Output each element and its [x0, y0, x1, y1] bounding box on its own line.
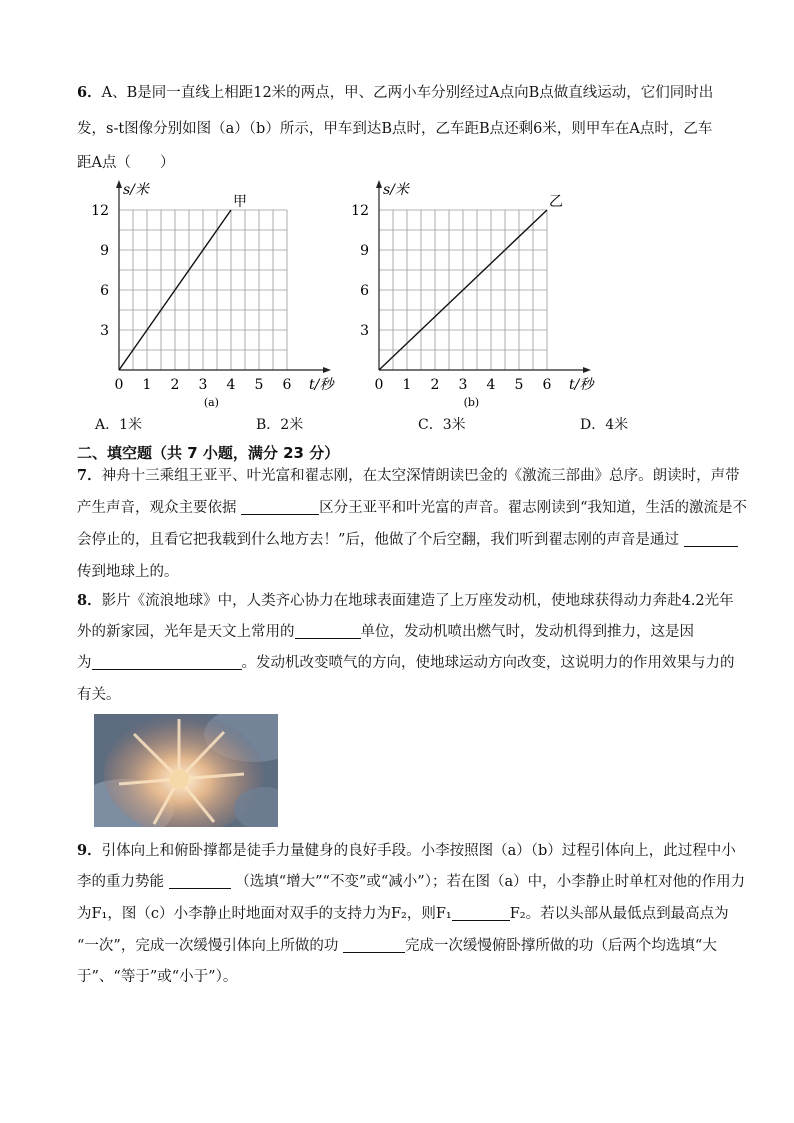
- q8-number: 8．: [77, 592, 102, 609]
- q9-blank-1[interactable]: [169, 873, 231, 889]
- y-tick-label: 9: [360, 243, 369, 259]
- q9-text-2a: 李的重力势能: [77, 874, 164, 890]
- y-tick-label: 12: [91, 203, 109, 219]
- chart-b: [345, 178, 605, 410]
- q9-line-2: [77, 871, 747, 893]
- q9-blank-2[interactable]: [452, 905, 510, 921]
- x-tick-label: 0: [374, 377, 384, 393]
- x-tick-label: 4: [486, 377, 496, 393]
- y-tick-label: 3: [100, 323, 109, 339]
- q9-line-3: [77, 903, 747, 925]
- q8-line-4: 有关。: [77, 687, 121, 703]
- q8-text-2a: 外的新家园，光年是天文上常用的: [77, 624, 295, 640]
- q8-line-1: [77, 590, 747, 612]
- y-tick-label: 6: [100, 283, 109, 299]
- y-tick-label: 6: [360, 283, 369, 299]
- q8-text-3a: 为: [77, 655, 92, 671]
- x-tick-label: 3: [198, 377, 208, 393]
- q9-line-1: [77, 840, 747, 862]
- q7-text-2a: 产生声音，观众主要依据: [77, 500, 237, 516]
- q7-line-2: [77, 497, 747, 519]
- x-tick-label: 2: [430, 377, 440, 393]
- y-axis-arrow: [116, 180, 122, 188]
- x-tick-label: 1: [402, 377, 412, 393]
- q6-option-d[interactable]: D．4米: [580, 417, 629, 433]
- q8-text-1: 影片《流浪地球》中，人类齐心协力在地球表面建造了上万座发动机，使地球获得动力奔赴4.2光年: [101, 593, 734, 609]
- q9-text-1: 引体向上和俯卧撑都是徒手力量健身的良好手段。小李按照图（a）（b）过程引体向上，此过程中小: [101, 843, 736, 859]
- x-tick-label: 4: [226, 377, 236, 393]
- q7-line-4: 传到地球上的。: [77, 564, 179, 580]
- q6-option-c[interactable]: C．3米: [418, 417, 466, 433]
- q9-text-3b: F₂。若以头部从最低点到最高点为: [509, 906, 729, 922]
- y-tick-label: 12: [351, 203, 369, 219]
- y-axis-arrow: [376, 180, 382, 188]
- y-axis-label: s/米: [123, 182, 149, 198]
- q7-blank-2[interactable]: [684, 531, 738, 547]
- q7-text-3a: 会停止的，且看它把我载到什么地方去！”后，他做了个后空翻，我们听到翟志刚的声音是通过: [77, 532, 679, 548]
- x-tick-label: 6: [542, 377, 552, 393]
- q8-line-2: [77, 621, 747, 643]
- x-tick-label: 1: [142, 377, 152, 393]
- q9-line-5: 于”、“等于”或“小于”）。: [77, 969, 238, 985]
- section-2-title: 二、填空题（共 7 小题，满分 23 分）: [77, 444, 340, 462]
- q9-blank-3[interactable]: [343, 937, 405, 953]
- q8-text-2b: 单位，发动机喷出燃气时，发动机得到推力，这是因: [360, 624, 694, 640]
- q9-text-4b: 完成一次缓慢俯卧撑所做的功（后两个均选填“大: [404, 938, 717, 954]
- q6-option-a[interactable]: A．1米: [95, 417, 143, 433]
- q9-text-2b: （选填“增大”“不变”或“减小”）；若在图（a）中，小李静止时单杠对他的作用力: [235, 874, 746, 890]
- x-tick-label: 6: [282, 377, 292, 393]
- movie-still-image: [94, 714, 278, 827]
- x-tick-label: 3: [458, 377, 468, 393]
- q7-blank-1[interactable]: [241, 499, 319, 515]
- x-tick-label: 5: [254, 377, 264, 393]
- q7-text-1: 神舟十三乘组王亚平、叶光富和翟志刚，在太空深情朗读巴金的《激流三部曲》总序。朗读时，声带: [101, 468, 740, 484]
- q6-text-1: A、B是同一直线上相距12米的两点，甲、乙两小车分别经过A点向B点做直线运动，它们同时出: [101, 85, 714, 101]
- q6-line-2: 发，s-t图像分别如图（a）（b）所示，甲车到达B点时，乙车距B点还剩6米，则甲车在A点时，乙车: [77, 121, 713, 137]
- y-tick-label: 9: [100, 243, 109, 259]
- chart-caption: (b): [463, 396, 480, 409]
- chart-a: [85, 178, 345, 410]
- q8-blank-2[interactable]: [92, 654, 242, 670]
- x-tick-label: 0: [114, 377, 124, 393]
- q7-line-3: [77, 529, 747, 551]
- q9-line-4: [77, 935, 747, 957]
- q9-text-3a: 为F₁，图（c）小李静止时地面对双手的支持力为F₂，则F₁: [77, 906, 452, 922]
- q6-number: 6．: [77, 84, 102, 101]
- q7-text-2b: 区分王亚平和叶光富的声音。翟志刚读到“我知道，生活的激流是不: [319, 500, 748, 516]
- q8-text-3b: 。发动机改变喷气的方向，使地球运动方向改变，这说明力的作用效果与力的: [241, 655, 735, 671]
- y-axis-label: s/米: [383, 182, 409, 198]
- chart-body: [91, 180, 336, 409]
- q7-line-1: [77, 465, 747, 487]
- q9-text-4a: “一次”，完成一次缓慢引体向上所做的功: [77, 938, 339, 954]
- q6-option-b[interactable]: B．2米: [256, 417, 304, 433]
- x-tick-label: 5: [514, 377, 524, 393]
- series-name-label: 乙: [549, 194, 563, 210]
- q6-line-1: [77, 82, 747, 104]
- q7-number: 7．: [77, 467, 102, 484]
- series-name-label: 甲: [233, 194, 247, 210]
- y-tick-label: 3: [360, 323, 369, 339]
- q6-line-3: 距A点（ ）: [77, 155, 175, 171]
- chart-body: [351, 180, 596, 409]
- movie-still-art: [94, 714, 278, 827]
- x-axis-arrow: [323, 367, 331, 373]
- x-axis-label: t/秒: [569, 377, 594, 393]
- q8-line-3: [77, 652, 747, 674]
- x-axis-label: t/秒: [309, 377, 334, 393]
- chart-caption: (a): [203, 396, 219, 409]
- q9-number: 9．: [77, 842, 102, 859]
- x-tick-label: 2: [170, 377, 180, 393]
- x-axis-arrow: [583, 367, 591, 373]
- q8-blank-1[interactable]: [295, 623, 361, 639]
